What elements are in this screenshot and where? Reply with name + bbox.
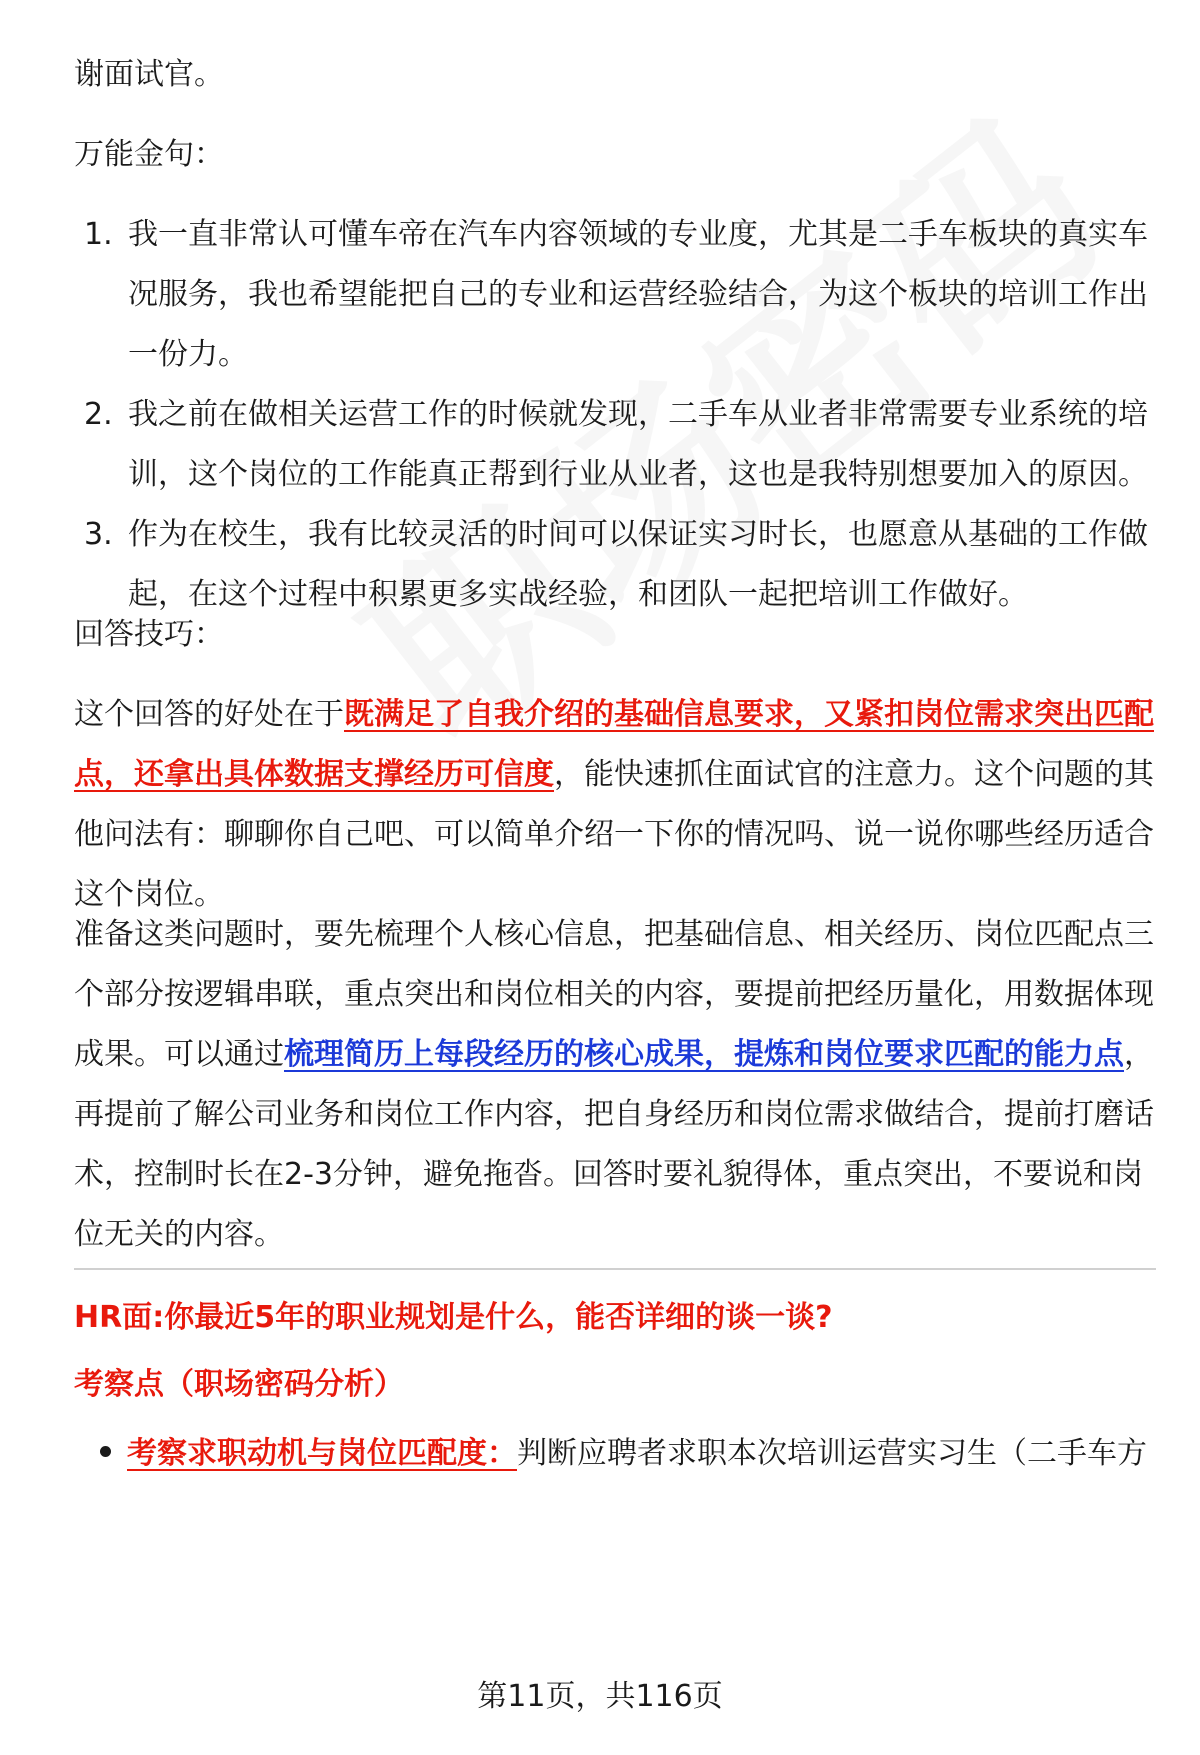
assessment-subheading: 考察点（职场密码分析） [74, 1367, 404, 1402]
red-highlight: 考察求职动机与岗位匹配度： [127, 1436, 517, 1471]
page-footer: 第11页，共116页 [477, 1679, 723, 1714]
bullet-item [74, 1424, 1156, 1484]
text-segment: 判断应聘者求职本次培训运营实习生（二手车方 [517, 1436, 1147, 1471]
paragraph-line [74, 685, 1156, 745]
list-item-line: 况服务，我也希望能把自己的专业和运营经验结合，为这个板块的培训工作出 [128, 277, 1148, 312]
paragraph-line: 这个岗位。 [74, 877, 224, 912]
paragraph-line [74, 1025, 1156, 1085]
list-item [74, 385, 1156, 505]
golden-sentences-label: 万能金句： [74, 137, 224, 172]
paragraph-line: 位无关的内容。 [74, 1217, 284, 1252]
list-number: 2. [84, 397, 113, 432]
paragraph-line: 再提前了解公司业务和岗位工作内容，把自身经历和岗位需求做结合，提前打磨话 [74, 1097, 1154, 1132]
list-item-line: 我一直非常认可懂车帝在汽车内容领域的专业度，尤其是二手车板块的真实车 [128, 217, 1148, 252]
red-highlight: 既满足了自我介绍的基础信息要求，又紧扣岗位需求突出匹配 [344, 697, 1154, 732]
list-item-line: 我之前在做相关运营工作的时候就发现，二手车从业者非常需要专业系统的培 [128, 397, 1148, 432]
list-number: 3. [84, 517, 113, 552]
answer-tips-label: 回答技巧： [74, 617, 224, 652]
paragraph-line: 准备这类问题时，要先梳理个人核心信息，把基础信息、相关经历、岗位匹配点三 [74, 917, 1154, 952]
list-item [74, 205, 1156, 385]
text-segment: 这个回答的好处在于 [74, 697, 344, 732]
text-segment: ，能快速抓住面试官的注意力。这个问题的其 [554, 757, 1154, 792]
text-segment: 成果。可以通过 [74, 1037, 284, 1072]
list-item-line: 作为在校生，我有比较灵活的时间可以保证实习时长，也愿意从基础的工作做 [128, 517, 1148, 552]
bullet-dot-icon [100, 1446, 111, 1457]
section-divider [74, 1268, 1156, 1270]
list-item-line: 起，在这个过程中积累更多实战经验，和团队一起把培训工作做好。 [128, 577, 1028, 612]
list-number: 1. [84, 217, 113, 252]
paragraph-line: 他问法有：聊聊你自己吧、可以简单介绍一下你的情况吗、说一说你哪些经历适合 [74, 817, 1154, 852]
hr-question-heading: HR面:你最近5年的职业规划是什么，能否详细的谈一谈? [74, 1300, 833, 1335]
list-item-line: 训，这个岗位的工作能真正帮到行业从业者，这也是我特别想要加入的原因。 [128, 457, 1148, 492]
paragraph-line [74, 745, 1156, 805]
red-highlight: 点，还拿出具体数据支撑经历可信度 [74, 757, 554, 792]
text-segment: ， [1124, 1037, 1154, 1072]
blue-highlight: 梳理简历上每段经历的核心成果，提炼和岗位要求匹配的能力点 [284, 1037, 1124, 1072]
answer-tips-paragraph-1 [74, 685, 1156, 925]
top-line-text: 谢面试官。 [74, 57, 224, 92]
list-item-line: 一份力。 [128, 337, 248, 372]
answer-tips-paragraph-2 [74, 905, 1156, 1265]
paragraph-line: 个部分按逻辑串联，重点突出和岗位相关的内容，要提前把经历量化，用数据体现 [74, 977, 1154, 1012]
golden-sentences-list [74, 205, 1156, 625]
paragraph-line: 术，控制时长在2-3分钟，避免拖沓。回答时要礼貌得体，重点突出，不要说和岗 [74, 1157, 1143, 1192]
